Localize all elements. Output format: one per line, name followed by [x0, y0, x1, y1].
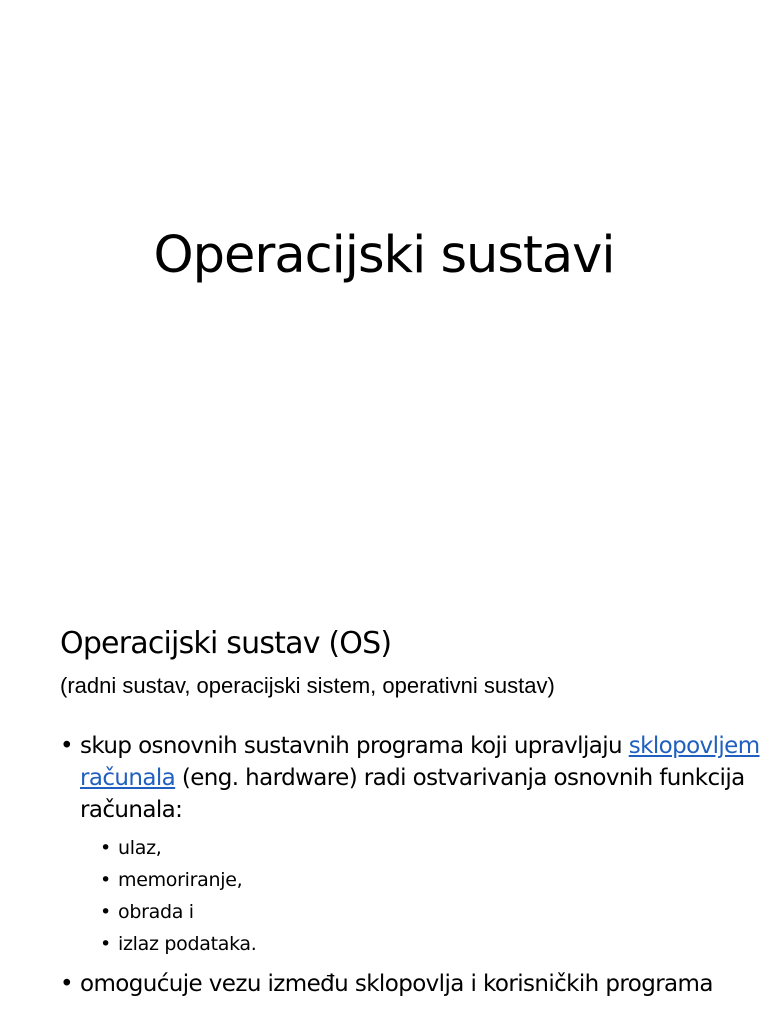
bullet-item-connection: • omogućuje vezu između sklopovlja i korisničkih programa	[60, 968, 760, 1000]
synonym-separator: ,	[184, 673, 197, 698]
synonyms-line	[60, 668, 555, 704]
slide-heading	[60, 622, 391, 666]
synonym-radni-sustav: radni sustav	[67, 673, 185, 698]
sub-bullet-item: • obrada i	[100, 896, 760, 928]
sub-bullet-item: • memoriranje,	[100, 864, 760, 896]
synonym-operacijski-sistem: operacijski sistem	[196, 673, 371, 698]
bullet-item-definition	[60, 730, 760, 960]
sub-bullet-item: • izlaz podataka.	[100, 928, 760, 960]
slide-content	[0, 576, 768, 1024]
synonym-separator: ,	[370, 673, 383, 698]
hardware-link[interactable]: sklopovljem računala	[80, 733, 760, 791]
synonyms-open-paren: (	[60, 673, 68, 698]
bullet-list	[60, 730, 760, 1000]
slide-heading-abbr: (OS)	[328, 626, 392, 661]
sub-bullet-list	[100, 832, 760, 960]
bullet-text-before-link: skup osnovnih sustavnih programa koji upravljaju	[80, 733, 629, 759]
synonym-operativni-sustav: operativni sustav	[382, 673, 548, 698]
presentation-title: Operacijski sustavi	[153, 226, 615, 285]
sub-bullet-item: • ulaz,	[100, 832, 760, 864]
synonyms-close-paren: )	[547, 673, 555, 698]
bullet-text-after-link: (eng. hardware) radi ostvarivanja osnovnih funkcija računala:	[80, 765, 745, 823]
slide-heading-text: Operacijski sustav	[60, 626, 320, 661]
